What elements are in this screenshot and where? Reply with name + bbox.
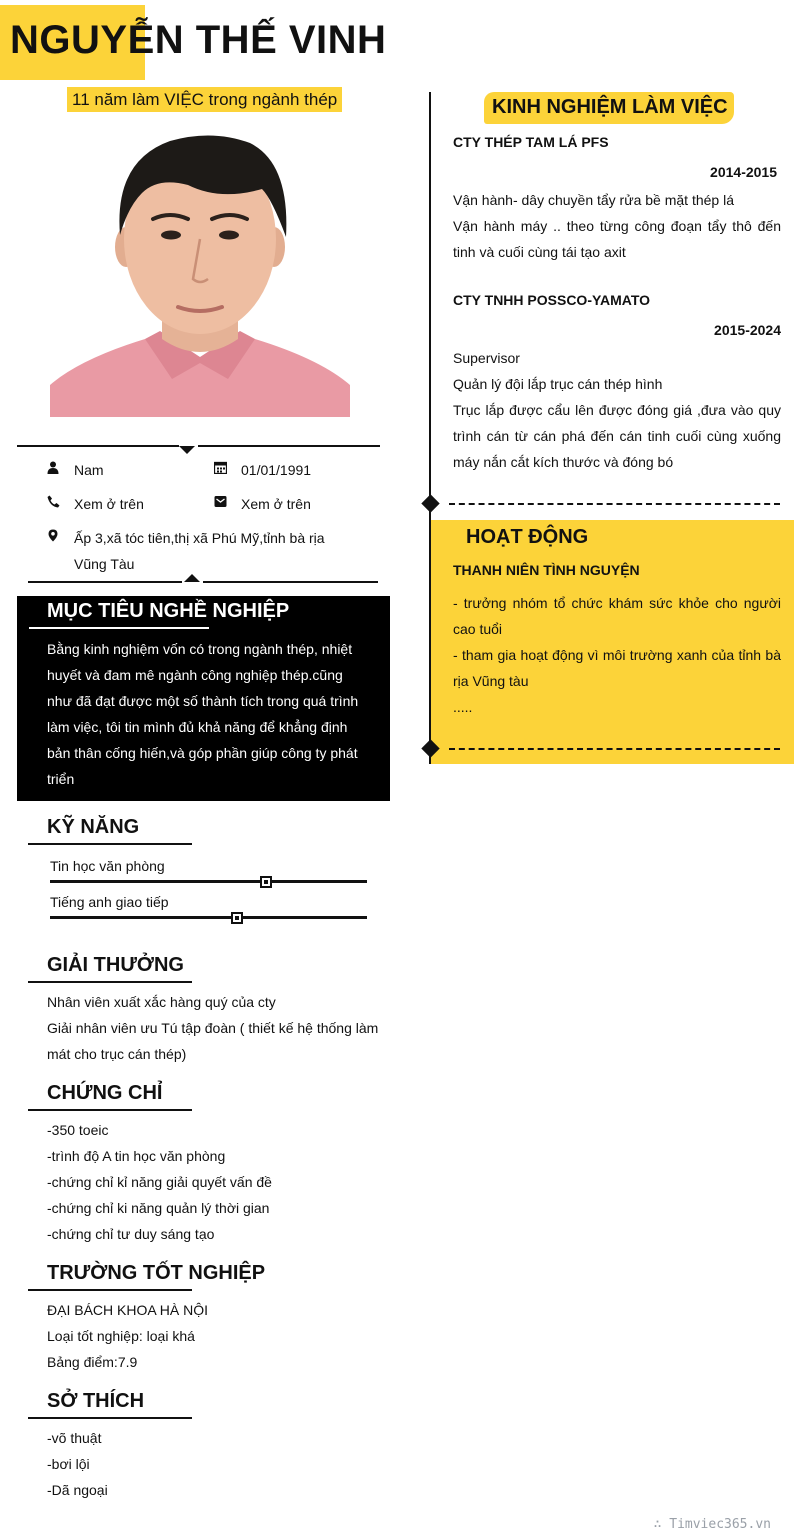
skill-label: Tiếng anh giao tiếp xyxy=(50,894,169,910)
timeline-line xyxy=(429,92,431,764)
objective-text xyxy=(47,636,359,792)
certificates-title: CHỨNG CHỈ xyxy=(47,1082,163,1104)
activities-title: HOẠT ĐỘNG xyxy=(466,526,589,548)
company-name: CTY THÉP TAM LÁ PFS xyxy=(453,134,609,150)
job-description xyxy=(453,345,781,475)
skills-title: KỸ NĂNG xyxy=(47,816,140,838)
envelope-icon xyxy=(213,495,227,511)
divider-arrow xyxy=(184,574,200,582)
award-item: Giải nhân viên ưu Tú tập đoàn ( thiết kế hệ thống làm xyxy=(47,1020,379,1036)
user-icon xyxy=(46,461,60,477)
section-rule xyxy=(29,627,209,629)
objective-line: huyết và đam mê ngành công nghiệp thép.cũng xyxy=(47,667,343,683)
section-rule xyxy=(28,1289,192,1291)
objective-line: triển xyxy=(47,771,75,787)
education-list xyxy=(47,1297,208,1375)
calendar-icon xyxy=(213,461,227,477)
section-title: MỤC TIÊU NGHỀ NGHIỆP xyxy=(47,600,290,622)
skill-bar xyxy=(50,916,367,919)
awards-title: GIẢI THƯỞNG xyxy=(47,954,184,976)
section-rule xyxy=(28,1417,192,1419)
award-item: Nhân viên xuất xắc hàng quý của cty xyxy=(47,994,276,1010)
job-line: Quản lý đội lắp trục cán thép hình xyxy=(453,376,663,392)
divider xyxy=(28,581,182,583)
objective-line: làm việc, tôi tin mình đủ khả năng để khẳng định xyxy=(47,719,348,735)
divider xyxy=(17,445,179,447)
education-title: TRƯỜNG TỐT NGHIỆP xyxy=(47,1262,266,1284)
awards-list xyxy=(47,989,378,1067)
birthday-value: 01/01/1991 xyxy=(241,462,312,478)
dashed-divider xyxy=(449,503,780,505)
award-item: mát cho trục cán thép) xyxy=(47,1046,187,1062)
job-years: 2014-2015 xyxy=(710,164,777,180)
skill-level-handle xyxy=(260,876,272,888)
hobbies-list xyxy=(47,1425,108,1503)
job-line: Vận hành- dây chuyền tẩy rửa bề mặt thép lá xyxy=(453,192,734,208)
section-rule xyxy=(28,981,192,983)
certificate-item: -chứng chỉ kỉ năng giải quyết vấn đề xyxy=(47,1174,272,1190)
gender-value: Nam xyxy=(74,462,104,478)
section-rule xyxy=(28,1109,192,1111)
skill-label: Tin học văn phòng xyxy=(50,858,165,874)
objective-line: như đã đạt được một số thành tích trong quá trình xyxy=(47,693,359,709)
divider-arrow xyxy=(179,446,195,454)
career-objective xyxy=(17,596,390,801)
job-line: Supervisor xyxy=(453,350,520,366)
section-rule xyxy=(28,843,192,845)
education-item: ĐẠI BÁCH KHOA HÀ NỘI xyxy=(47,1302,209,1318)
activity-description xyxy=(453,590,781,720)
experience-title: KINH NGHIỆM LÀM VIỆC xyxy=(492,96,728,118)
certificate-item: -chứng chỉ tư duy sáng tạo xyxy=(47,1226,215,1242)
timeline-diamond xyxy=(421,494,439,512)
watermark: ∴ Timviec365.vn xyxy=(653,1517,771,1532)
skill-level-handle xyxy=(231,912,243,924)
hobbies-title: SỞ THÍCH xyxy=(47,1390,145,1412)
address-line-2: Vũng Tàu xyxy=(74,556,135,572)
profile-photo xyxy=(50,127,350,417)
skill-bar xyxy=(50,880,367,883)
education-item: Loại tốt nghiệp: loại khá xyxy=(47,1328,195,1344)
phone-icon xyxy=(46,495,60,511)
job-line: Trục lắp được cẩu lên được đóng giá ,đưa vào quy trình cán từ cán phá đến cán tinh cuối cùng xuống máy nắn cắt kích thước và đóng bó xyxy=(453,402,781,470)
job-description xyxy=(453,187,781,265)
activity-line: ..... xyxy=(453,699,473,715)
divider xyxy=(198,445,380,447)
candidate-name: NGUYỄN THẾ VINH xyxy=(10,18,387,62)
hobby-item: -bơi lội xyxy=(47,1456,90,1472)
activity-line: - tham gia hoạt động vì môi trường xanh của tỉnh bà rịa Vũng tàu xyxy=(453,647,781,689)
dashed-divider xyxy=(449,748,780,750)
activity-org: THANH NIÊN TÌNH NGUYỆN xyxy=(453,562,640,578)
job-years: 2015-2024 xyxy=(714,322,781,338)
objective-line: bản thân cống hiến,và góp phần giúp công ty phát xyxy=(47,745,358,761)
map-pin-icon xyxy=(46,529,60,545)
certificate-item: -350 toeic xyxy=(47,1122,109,1138)
objective-line: Bằng kinh nghiệm vốn có trong ngành thép, nhiệt xyxy=(47,641,353,657)
hobby-item: -võ thuật xyxy=(47,1430,102,1446)
divider xyxy=(203,581,378,583)
education-item: Bảng điểm:7.9 xyxy=(47,1354,138,1370)
certificate-item: -chứng chỉ ki năng quản lý thời gian xyxy=(47,1200,270,1216)
hobby-item: -Dã ngoại xyxy=(47,1482,108,1498)
company-name: CTY TNHH POSSCO-YAMATO xyxy=(453,292,651,308)
email-value: Xem ở trên xyxy=(241,496,311,512)
headline: 11 năm làm VIỆC trong ngành thép xyxy=(67,87,342,112)
activity-line: - trưởng nhóm tổ chức khám sức khỏe cho người cao tuổi xyxy=(453,595,781,637)
certificates-list xyxy=(47,1117,272,1247)
address-line-1: Ấp 3,xã tóc tiên,thị xã Phú Mỹ,tỉnh bà rịa xyxy=(74,530,325,546)
job-line: Vận hành máy .. theo từng công đoạn tẩy thô đến tinh và cuối cùng tái tạo axit xyxy=(453,218,781,260)
certificate-item: -trình độ A tin học văn phòng xyxy=(47,1148,226,1164)
phone-value: Xem ở trên xyxy=(74,496,144,512)
